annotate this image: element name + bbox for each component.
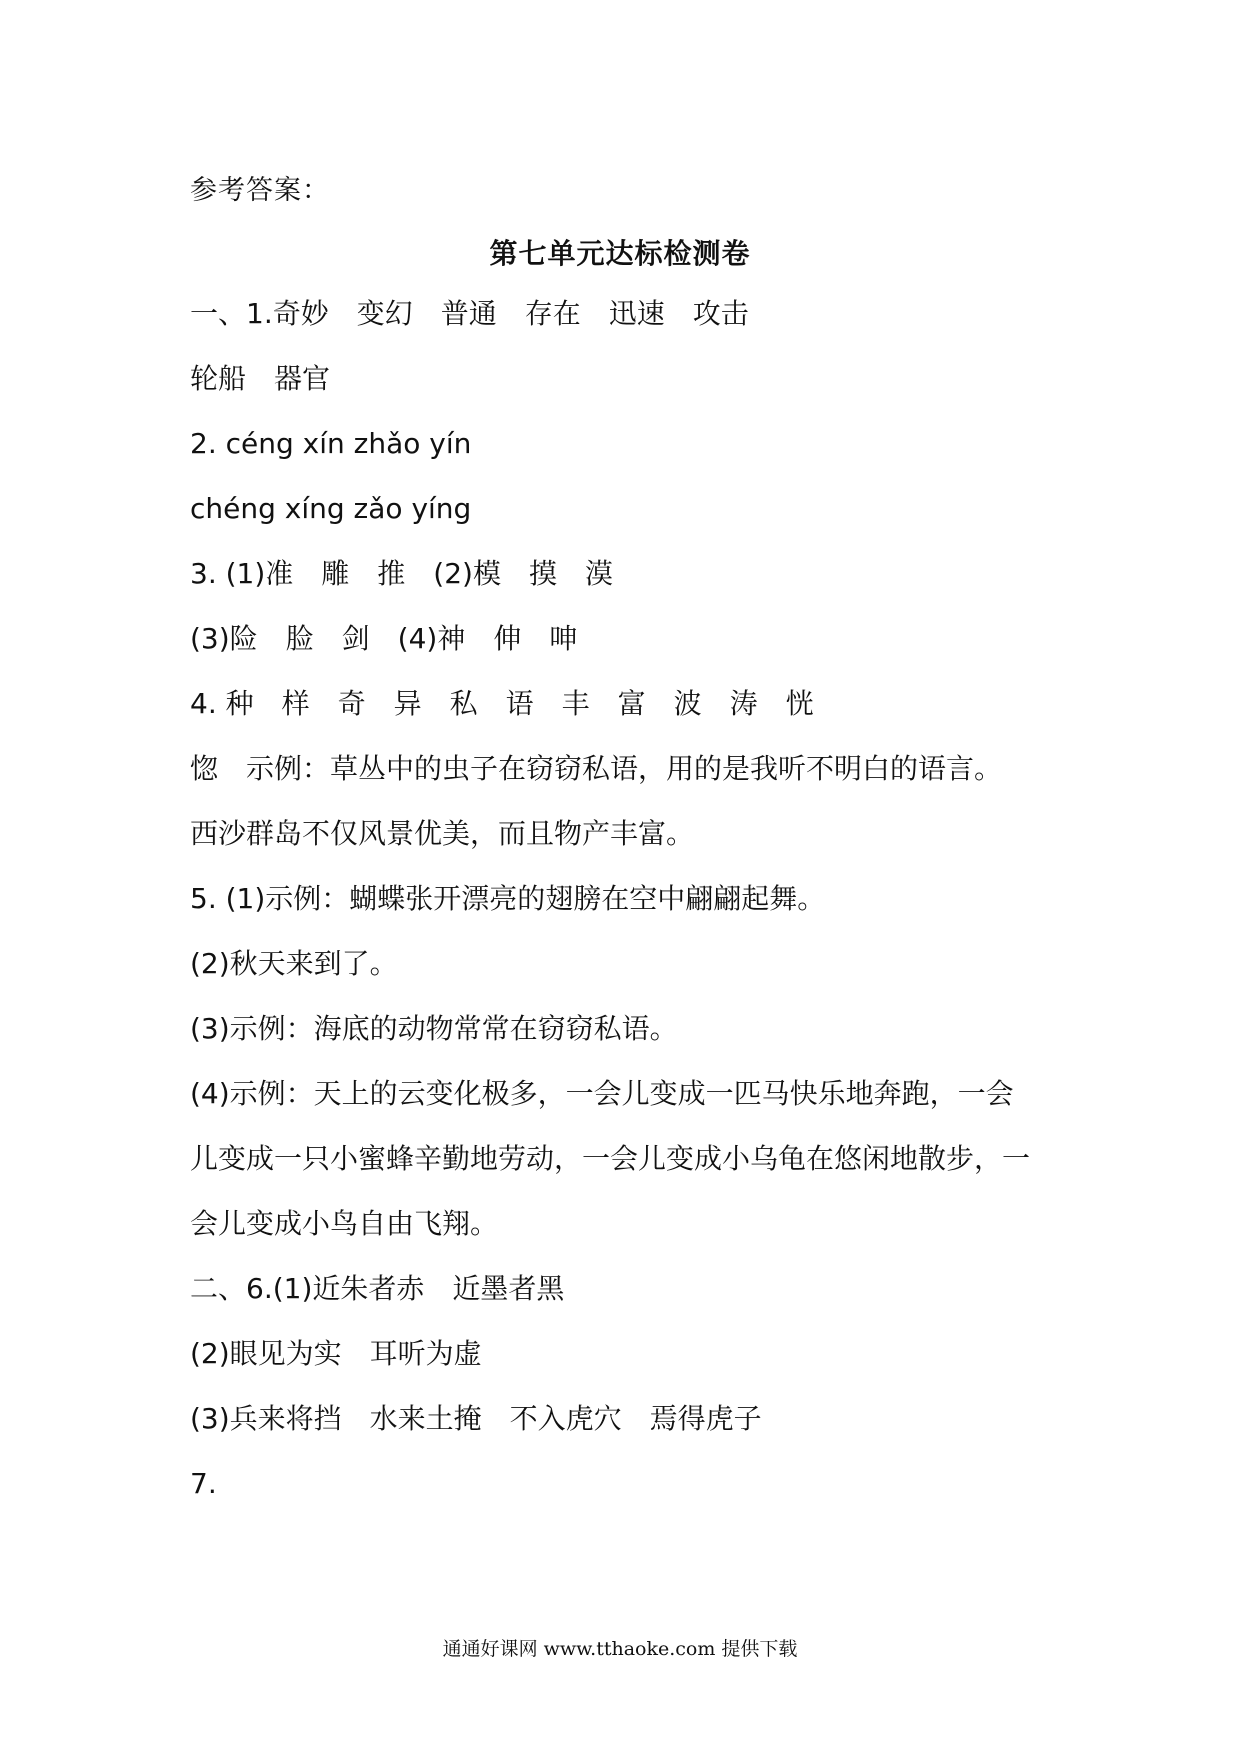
- answer-line: (4)示例：天上的云变化极多，一会儿变成一匹马快乐地奔跑，一会: [190, 1077, 1014, 1110]
- answer-line: 西沙群岛不仅风景优美，而且物产丰富。: [190, 817, 695, 850]
- footer-source: 通通好课网 www.tthaoke.com 提供下载: [442, 1638, 798, 1660]
- answer-heading: 参考答案：: [190, 175, 330, 206]
- answer-line: 2. céng xín zhǎo yín: [190, 427, 472, 460]
- answer-line: 3. (1)准 雕 推 (2)模 摸 漠: [190, 557, 613, 590]
- answer-line: 二、6.(1)近朱者赤 近墨者黑: [190, 1272, 565, 1305]
- answer-line: chéng xíng zǎo yíng: [190, 492, 472, 525]
- answer-line: (3)示例：海底的动物常常在窃窃私语。: [190, 1012, 678, 1045]
- answer-line: 4. 种 样 奇 异 私 语 丰 富 波 涛 恍: [190, 687, 814, 720]
- answer-line: (2)眼见为实 耳听为虚: [190, 1337, 482, 1370]
- answer-line: (3)险 脸 剑 (4)神 伸 呻: [190, 622, 578, 655]
- answer-line: 7.: [190, 1467, 217, 1500]
- answer-line: 轮船 器官: [190, 362, 331, 395]
- answer-line: 会儿变成小鸟自由飞翔。: [190, 1207, 499, 1240]
- answer-line: 5. (1)示例：蝴蝶张开漂亮的翅膀在空中翩翩起舞。: [190, 882, 826, 915]
- answer-line: (3)兵来将挡 水来土掩 不入虎穴 焉得虎子: [190, 1402, 762, 1435]
- answer-line: 一、1.奇妙 变幻 普通 存在 迅速 攻击: [190, 297, 749, 330]
- answer-line: (2)秋天来到了。: [190, 947, 398, 980]
- page-title: 第七单元达标检测卷: [489, 237, 751, 270]
- answer-line: 儿变成一只小蜜蜂辛勤地劳动，一会儿变成小乌龟在悠闲地散步，一: [190, 1142, 1031, 1175]
- answer-line: 惚 示例：草丛中的虫子在窃窃私语，用的是我听不明白的语言。: [190, 752, 1003, 785]
